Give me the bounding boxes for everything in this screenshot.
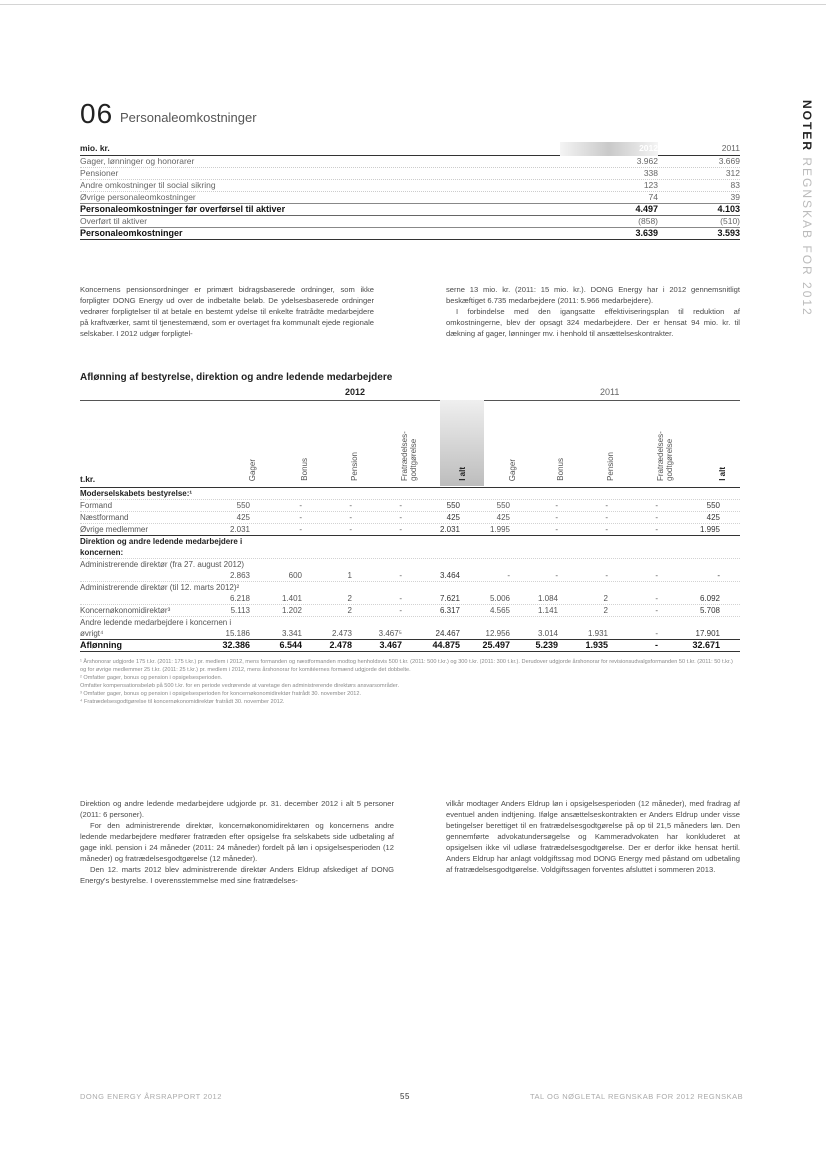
cell-value: - [555,501,558,510]
row-label: Koncernøkonomidirektør³ [80,606,171,615]
cell-value: - [655,501,658,510]
column-header: Fratrædelses-godtgørelse [656,431,674,481]
row-label: Personaleomkostninger før overførsel til aktiver [80,204,286,214]
cell-value: 2 [603,594,608,603]
cell-value: 32.386 [222,640,250,650]
cell-value: 4.565 [489,606,510,615]
value-2011: 3.669 [718,156,740,166]
cell-value: 2 [347,594,352,603]
side-label-bold: NOTER [800,100,814,152]
value-2012: (858) [638,216,658,226]
cell-value: - [349,501,352,510]
value-2012: 338 [643,168,658,178]
remuneration-table [80,386,740,652]
row-label: Andre omkostninger til social sikring [80,180,216,190]
cell-value: - [399,525,402,534]
cell-value: - [655,594,658,603]
paragraph-text: vilkår modtager Anders Eldrup løn i opsigelsesperioden (12 måneder), med fradrag af eventuel anden indtjening. Ifølge ansættelseskontrakten er Anders Eldrup under visse betingelser berettiget til en fratrædelsesgodtgørelse på op til 21,5 måneders løn. Den gennemførte advokatundersøgelse og Kammeradvokaten har konkluderet at opsigelsen ikke vil udløse fratrædelsesgodtgørelse. Der er derfor ikke hensat hertil. Anders Eldrup har anlagt voldgiftssag mod DONG Energy med påstand om udbetaling af fratrædelsesgodtgørelse. Voldgiftssagen forventes afsluttet i sommeren 2013. [446,799,740,874]
pension-paragraph: Koncernens pensionsordninger er primært bidragsbaserede ordninger, som ikke forpligter DONG Energy ud over de indbetalte beløb. De ydelsesbaserede ordninger vedrører forpligtelser til at betale en bestemt ydelse til enkelte fratrådte medarbejdere på kraftværker, samt til tjenestemænd, som er overtaget fra kommunalt ejede regionale selskaber. I 2012 udgør forpligtel- [80,285,374,338]
cell-value: - [655,606,658,615]
footer-right: TAL OG NØGLETAL REGNSKAB FOR 2012 REGNSKAB [530,1092,744,1101]
cell-value: 44.875 [432,640,460,650]
cell-value: 5.113 [230,606,250,615]
cell-value: 1.995 [489,525,510,534]
value-2011: (510) [720,216,740,226]
cell-value: - [717,571,720,580]
page-number: 55 [400,1092,410,1101]
cell-value: 1.084 [537,594,558,603]
table-row [80,168,740,180]
row-label: Overført til aktiver [80,216,148,226]
cell-value: 15.186 [225,629,250,638]
cell-value: - [507,571,510,580]
cell-value: - [655,525,658,534]
cell-value: - [399,571,402,580]
cell-value: 2 [603,606,608,615]
cell-value: - [605,525,608,534]
cell-value: 2.031 [229,525,250,534]
cell-value: 6.092 [699,594,720,603]
footnote: ¹ Årshonorar udgjorde 175 t.kr. (2011: 175 t.kr.) pr. medlem i 2012, mens formanden og næstformanden modtog henholdsvis 500 t.kr. (2011: 500 t.kr.) og 300 t.kr. (2011: 300 t.kr.). Derudover udgjorde årshonorar for revisionsudvalgsformanden 50 t.kr. (2011: 50 t.kr.) og for øvrige medlemmer 25 t.kr. (2011: 25 t.kr.) pr. medlem i 2012, mens årshonorar for komitéernes formænd udgjorde det dobbelte. [80,659,733,673]
cell-value: - [555,571,558,580]
table-row [80,192,740,204]
table-row [80,180,740,192]
cell-value: 3.341 [281,629,302,638]
row-label: Andre ledende medarbejdere i koncernen i øvrigt⁴ [80,618,232,638]
column-header: Pension [350,452,359,481]
value-2011: 312 [725,168,740,178]
total-row [80,228,740,240]
row-label: Næstformand [80,513,129,522]
row-label: Personaleomkostninger [80,228,183,238]
table-row [80,617,740,640]
cell-value: 425 [496,513,510,522]
cell-value: 3.467⁵ [378,629,402,638]
cell-value: 32.671 [692,640,720,650]
cell-value: 600 [288,571,302,580]
cell-value: - [399,606,402,615]
cell-value: - [555,513,558,522]
cell-value: - [555,525,558,534]
cell-value: - [655,513,658,522]
cell-value: - [655,640,658,650]
value-2012: 4.497 [635,204,658,214]
total-row [80,640,740,652]
cell-value: 1.202 [281,606,302,615]
cell-value: 3.014 [537,629,558,638]
column-header: Gager [508,458,517,481]
cell-value: 1.401 [281,594,302,603]
column-header: I alt [718,467,727,481]
cell-value: 6.218 [229,594,250,603]
footer-left: DONG ENERGY ÅRSRAPPORT 2012 [80,1092,222,1101]
value-2011: 39 [730,192,740,202]
cell-value: - [349,513,352,522]
cell-value: 2 [347,606,352,615]
cell-value: 425 [236,513,250,522]
cell-value: 550 [496,501,510,510]
table-row [80,536,740,559]
table-row [80,605,740,617]
employees-paragraph [446,284,740,339]
row-label: Administrerende direktør (fra 27. august 2012) [80,560,245,569]
footnote: Omfatter kompensationsbeløb på 500 t.kr. for en periode vedrørende at varetage den administrerende direktørs ansvarsområder. [80,683,400,689]
column-header: I alt [458,467,467,481]
row-label: Pensioner [80,168,119,178]
cell-value: 6.317 [439,606,460,615]
row-label: Moderselskabets bestyrelse:¹ [80,489,193,498]
cell-value: 24.467 [435,629,460,638]
value-2012: 3.639 [635,228,658,238]
cell-value: - [399,594,402,603]
year-2012-label: 2012 [345,387,366,397]
paragraph-text: Direktion og andre ledende medarbejdere udgjorde pr. 31. december 2012 i alt 5 personer (2011: 6 personer). [80,799,394,819]
cell-value: 1.935 [585,640,608,650]
footnotes [80,658,740,706]
column-header: Bonus [556,458,565,481]
column-header-row [80,401,740,488]
cell-value: - [299,501,302,510]
subtotal-row [80,204,740,216]
cell-value: 1 [347,571,352,580]
cell-value: 6.544 [279,640,302,650]
cell-value: 7.621 [439,594,460,603]
year-header-row [80,386,740,401]
cell-value: 1.141 [537,606,558,615]
personnel-costs-table [80,142,740,240]
section-number: 06 [80,98,114,129]
value-2012: 3.962 [636,156,658,166]
table-row [80,216,740,228]
row-label: Øvrige personaleomkostninger [80,192,196,202]
cell-value: 2.863 [229,571,250,580]
row-label: Direktion og andre ledende medarbejdere i koncernen: [80,537,243,557]
severance-paragraph [446,798,740,875]
column-header: Pension [606,452,615,481]
cell-value: 2.478 [329,640,352,650]
year-2011-label: 2011 [600,387,620,397]
row-label: Aflønning [80,640,122,650]
cell-value: 550 [706,501,720,510]
footnote: ³ Omfatter gager, bonus og pension i opsigelsesperioden for koncernøkonomidirektør fratrådt 30. november 2012. [80,691,362,697]
table-row [80,559,740,582]
footnote: ⁴ Fratrædelsesgodtgørelse til koncernøkonomidirektør fratrådt 30. november 2012. [80,699,285,705]
unit-label: t.kr. [80,474,96,484]
cell-value: - [399,513,402,522]
cell-value: - [605,501,608,510]
cell-value: - [299,525,302,534]
cell-value: - [655,629,658,638]
cell-value: 25.497 [482,640,510,650]
value-2011: 83 [730,180,740,190]
table-row [80,524,740,536]
cell-value: 550 [236,501,250,510]
cell-value: 3.464 [439,571,460,580]
cell-value: 425 [706,513,720,522]
table-row [80,582,740,605]
cell-value: - [399,501,402,510]
col-2011: 2011 [721,143,740,153]
column-header: Fratrædelses-godtgørelse [400,431,418,481]
cell-value: 2.031 [439,525,460,534]
cell-value: - [655,571,658,580]
table-header-row [80,142,740,156]
cell-value: - [605,513,608,522]
cell-value: 2.473 [331,629,352,638]
cell-value: 5.006 [489,594,510,603]
executive-paragraph [80,798,394,886]
section-title: Personaleomkostninger [120,110,257,125]
column-header: Bonus [300,458,309,481]
row-label: Gager, lønninger og honorarer [80,156,195,166]
row-label: Øvrige medlemmer [80,525,149,534]
cell-value: 3.467 [379,640,402,650]
cell-value: 5.708 [699,606,720,615]
cell-value: - [299,513,302,522]
cell-value: - [349,525,352,534]
paragraph-text: serne 13 mio. kr. (2011: 15 mio. kr.). DONG Energy har i 2012 gennemsnitligt beskæftiget 6.735 medarbejdere (2011: 5.966 medarbejdere). [446,285,740,305]
remuneration-table-title: Aflønning af bestyrelse, direktion og andre ledende medarbejdere [80,372,393,383]
unit-label: mio. kr. [80,143,110,153]
value-2012: 74 [648,192,658,202]
row-label: Administrerende direktør (til 12. marts 2012)² [80,583,240,592]
cell-value: 5.239 [535,640,558,650]
cell-value: - [605,571,608,580]
paragraph-text: I forbindelse med den igangsatte effektiviseringsplan til reduktion af omkostningerne, blev der opsagt 324 medarbejdere. Der er hensat 94 mio. kr. til dækning af gager, lønninger mv. i henhold til ansættelseskontrakter. [446,307,740,338]
col-2012: 2012 [639,143,658,153]
cell-value: 17.901 [695,629,720,638]
footnote: ² Omfatter gager, bonus og pension i opsigelsesperioden. [80,675,223,681]
row-label: Formand [80,501,113,510]
table-row [80,500,740,512]
cell-value: 425 [446,513,460,522]
side-label [792,100,814,330]
cell-value: 1.931 [587,629,608,638]
table-row [80,488,740,500]
paragraph-text: Den 12. marts 2012 blev administrerende direktør Anders Eldrup afskediget af DONG Energy's bestyrelse. I overensstemmelse med sine fratrædelses- [80,865,394,885]
value-2011: 4.103 [717,204,740,214]
side-label-rest: REGNSKAB FOR 2012 [800,157,814,317]
value-2012: 123 [643,180,658,190]
cell-value: 1.995 [699,525,720,534]
table-row [80,512,740,524]
table-row [80,156,740,168]
value-2011: 3.593 [717,228,740,238]
paragraph-text: For den administrerende direktør, koncernøkonomidirektøren og koncernens andre ledende medarbejdere medfører fratræden efter opsigelse fra selskabets side udbetaling af gage inkl. pension i 24 måneder (2011: 24 måneder) fordelt på løn i opsigelsesperioden (12 måneder) og fratrædelsesgodtgørelse (12 måneder). [80,821,394,863]
cell-value: 550 [446,501,460,510]
column-header: Gager [248,458,257,481]
cell-value: 12.956 [485,629,510,638]
top-rule [0,4,826,5]
